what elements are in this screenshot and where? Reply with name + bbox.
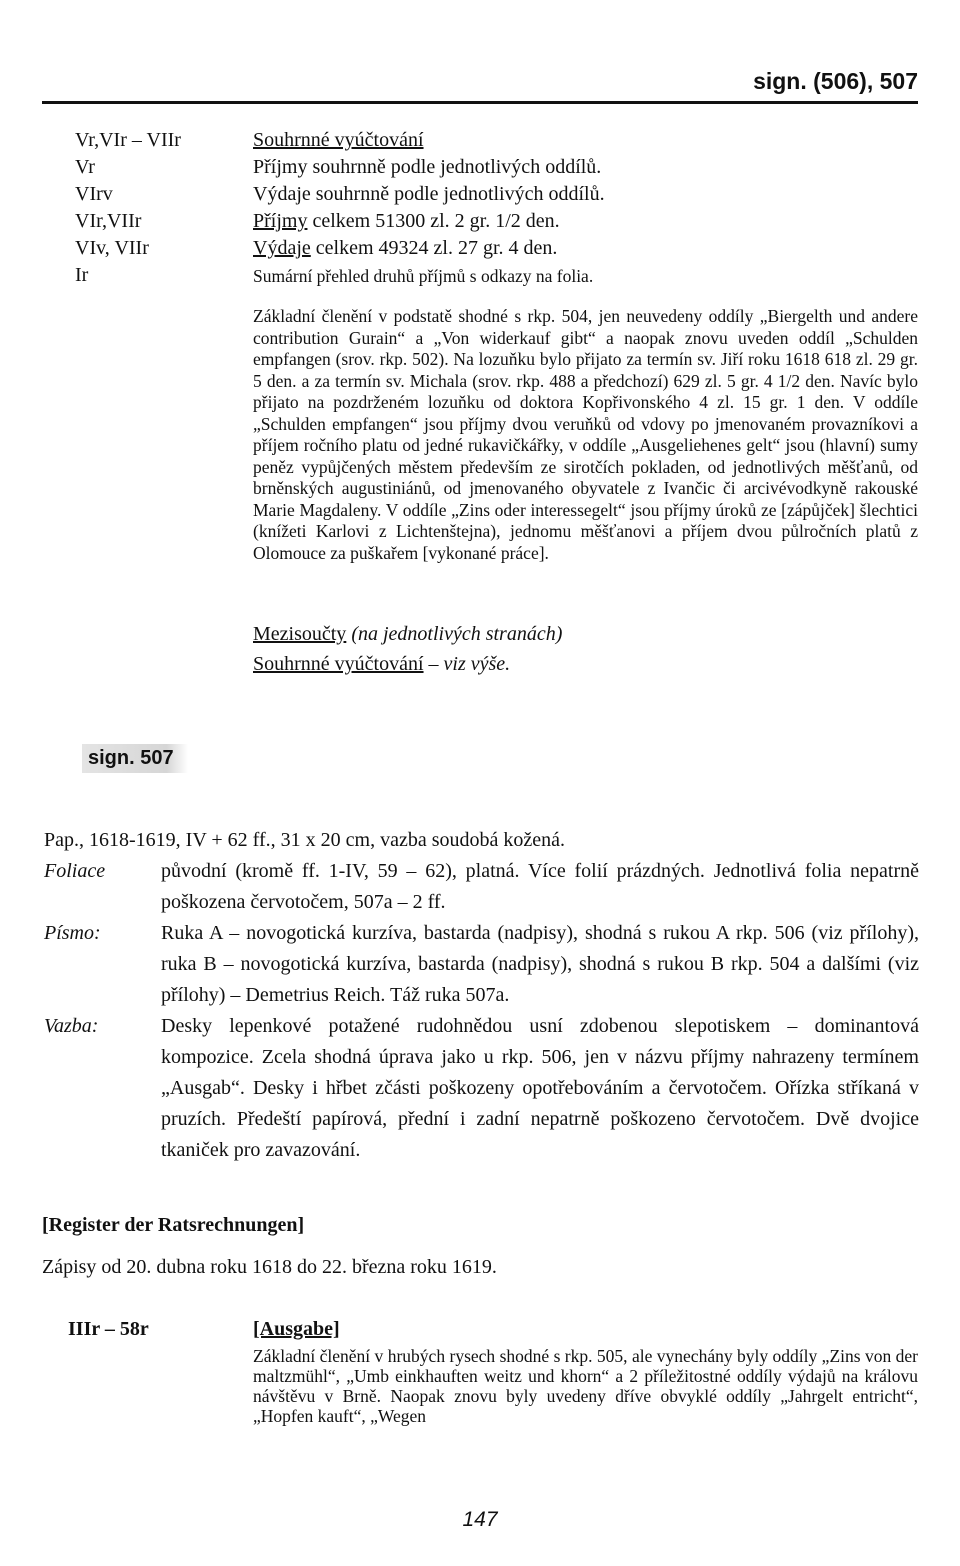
description-label: Písmo: <box>44 922 101 944</box>
summary-note: – viz výše. <box>423 653 511 675</box>
entry-text: Výdaje souhrnně podle jednotlivých oddílů. <box>253 183 605 205</box>
description-row <box>44 918 919 1011</box>
subtotals-note: (na jednotlivých stranách) <box>346 623 563 645</box>
signature-badge: sign. 507 <box>82 744 188 773</box>
description-row <box>44 856 919 918</box>
summary-line <box>253 652 510 677</box>
description-text: původní (kromě ff. 1-IV, 59 – 62), platná. Více folií prázdných. Jednotlivá folia nepatrně poškozena červotočem, 507a – 2 ff. <box>161 860 919 913</box>
entry-amount: celkem 49324 zl. 27 gr. 4 den. <box>310 237 558 259</box>
section-title: [Ausgabe] <box>253 1318 340 1340</box>
entry-row <box>75 128 424 153</box>
entry-text: Souhrnné vyúčtování <box>253 129 424 151</box>
entry-text: Příjmy souhrnně podle jednotlivých oddílů. <box>253 156 602 178</box>
summary-paragraph: Základní členění v podstatě shodné s rkp. 504, jen neuvedeny oddíly „Biergelth und andere contribution Gurain“ a „Von widerkauf gibt“ a naopak znovu uveden oddíl „Schulden empfangen (srov. rkp. 502). Na lozuňku bylo přijato za termín sv. Jiří roku 1618 618 zl. 29 gr. 5 den. a za termín sv. Michala (srov. rkp. 488 a předchozí) 629 zl. 5 gr. 4 1/2 den. Navíc bylo přijato na pozdrženém lozuňku od doktora Kopřivonského 4 zl. 15 gr. 1 den. V oddíle „Schulden empfangen“ jsou příjmy dvou veruňků od vdovy po jmenovaném provazníkovi a příjem ročního platu od jedné rukavičkářky, v oddíle „Ausgeliehenes gelt“ jsou (hlavní) sumy peněz vypůjčených městem především ze sirotčích pokladen, od jednotlivých měšťanů, od brněnských augustiniánů, od jmenovaného obyvatele z Ivančic či arcivévodkyně rakouské Marie Magdaleny. V oddíle „Zins oder interessegelt“ jsou příjmy úroků ze [zápůjček] šlechtici (knížeti Karlovi z Lichtenštejna), jednomu měšťanovi a příjem dvou půlročních platů z Olomouce za puškařem [vykonané práce]. <box>253 306 918 563</box>
entry-row <box>75 155 602 180</box>
folio-ref: Vr <box>75 156 95 178</box>
entry-amount: celkem 51300 zl. 2 gr. 1/2 den. <box>307 210 560 232</box>
description-text: Ruka A – novogotická kurzíva, bastarda (nadpisy), shodná s rukou A rkp. 506 (viz přílohy), ruka B – novogotická kurzíva, bastarda (nadpisy), shodná s rukou B rkp. 504 a dalšími (viz přílohy) – Demetrius Reich. Táž ruka 507a. <box>161 922 919 1006</box>
entry-text: Sumární přehled druhů příjmů s odkazy na folia. <box>253 266 594 286</box>
entry-row <box>75 182 605 207</box>
subtotals-line <box>253 622 562 647</box>
register-dates: Zápisy od 20. dubna roku 1618 do 22. března roku 1619. <box>42 1256 497 1278</box>
header-rule <box>42 101 918 104</box>
entry-row <box>75 209 560 234</box>
entry-label: Příjmy <box>253 210 308 232</box>
entry-row <box>75 263 594 288</box>
description-label: Foliace <box>44 860 106 882</box>
entry-text <box>253 209 560 234</box>
page-number: 147 <box>462 1508 498 1531</box>
description-block <box>44 856 919 1166</box>
running-header: sign. (506), 507 <box>753 68 918 94</box>
description-row <box>44 1011 919 1166</box>
entry-row <box>75 236 558 261</box>
folio-ref: VIv, VIIr <box>75 237 149 259</box>
summary-label: Souhrnné vyúčtování <box>253 653 424 675</box>
section-paragraph: Základní členění v hrubých rysech shodné s rkp. 505, ale vynechány byly oddíly „Zins von der maltzmühl“, „Umb einkhauften weitz und khorn“ a 2 příležitostné oddíly výdajů na královu návštěvu v Brně. Naopak znovu byly uvedeny dříve obvyklé oddíly „Jahrgelt entricht“, „Hopfen kauft“, „Wegen <box>253 1346 918 1426</box>
folio-ref: Vr,VIr – VIIr <box>75 129 181 151</box>
entry-label: Výdaje <box>253 237 311 259</box>
description-text: Desky lepenkové potažené rudohnědou usní zdobenou slepotiskem – dominantová kompozice. Zcela shodná úprava jako u rkp. 506, jen v názvu příjmy nahrazeny termínem „Ausgab“. Desky i hřbet zčásti poškozeny opotřebováním a červotočem. Ořízka stříkaná v pruzích. Předeští papírová, přední i zadní nepatrně poškozeno červotočem. Dvě dvojice tkaniček pro zavazování. <box>161 1015 919 1161</box>
register-title: [Register der Ratsrechnungen] <box>42 1214 305 1236</box>
folio-ref: IIIr – 58r <box>68 1318 149 1340</box>
description-label: Vazba: <box>44 1015 99 1037</box>
folio-ref: VIr,VIIr <box>75 210 142 232</box>
folio-ref: VIrv <box>75 183 113 205</box>
folio-ref: Ir <box>75 264 89 286</box>
subtotals-label: Mezisoučty <box>253 623 347 645</box>
entry-text <box>253 236 557 261</box>
physical-description: Pap., 1618-1619, IV + 62 ff., 31 x 20 cm, vazba soudobá kožená. <box>44 829 565 851</box>
